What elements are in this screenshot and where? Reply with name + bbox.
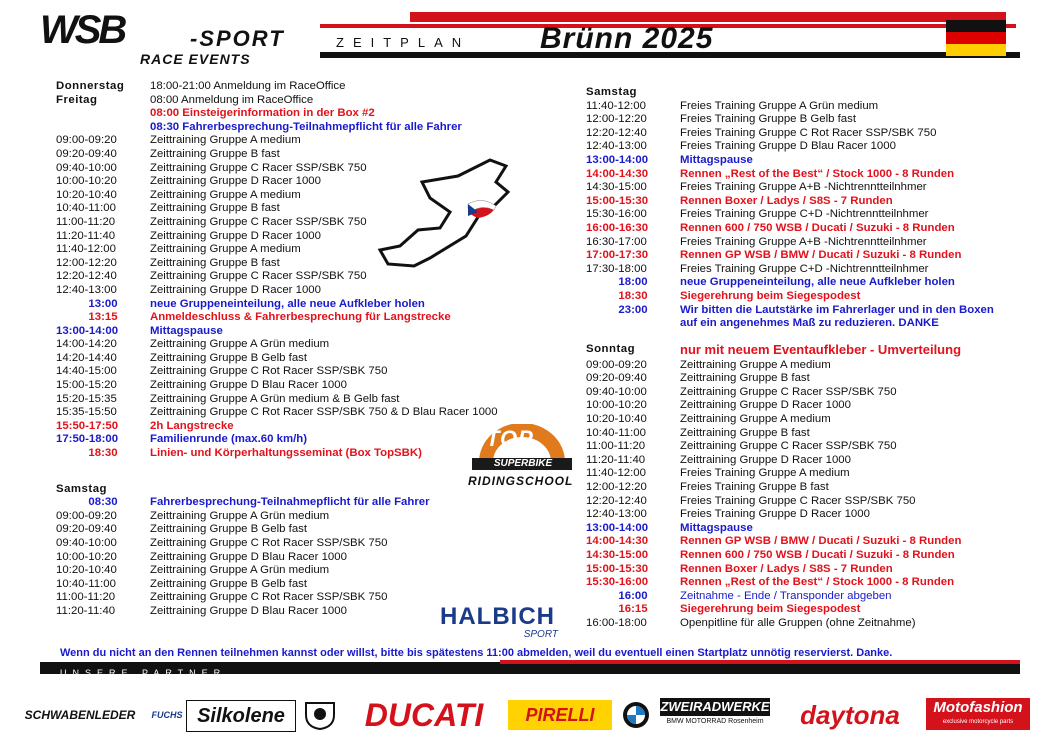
row-description: auf ein angenehmes Maß zu reduzieren. DANKE [680, 317, 939, 330]
partner-daytona [782, 700, 918, 730]
schedule-row [586, 181, 1026, 195]
row-description: Freies Training Gruppe C+D -Nichtrenntteilnhmer [680, 262, 929, 275]
freitag-list [56, 94, 596, 461]
row-time: 17:50-18:00 [56, 433, 119, 446]
row-time: 16:00 [618, 589, 648, 602]
row-time [586, 317, 680, 331]
partner-name: FUCHS [151, 710, 183, 720]
row-time: 12:20-12:40 [56, 270, 117, 283]
row-description: Zeittraining Gruppe B Gelb fast [150, 351, 308, 364]
row-description: Zeitnahme - Ende / Transponder abgeben [680, 589, 892, 602]
row-description: Zeittraining Gruppe C Racer SSP/SBK 750 [150, 215, 367, 228]
row-time: 14:20-14:40 [56, 351, 117, 364]
day-sonntag: Sonntag [586, 342, 636, 355]
row-description: Rennen 600 / 750 WSB / Ducati / Suzuki - 8 Runden [680, 549, 955, 561]
footnote: Wenn du nicht an den Rennen teilnehmen kannst oder willst, bitte bis spätestens 11:00 abmelden, weil du eventuell einen Startplatz unnötig reservierst. Danke. [60, 647, 893, 659]
bmw-roundel-icon [618, 700, 654, 730]
schedule-row [586, 508, 1026, 522]
row-time: 15:30-16:00 [586, 576, 649, 589]
row-description: Rennen Boxer / Ladys / S8S - 7 Runden [680, 194, 893, 207]
schedule-row [586, 399, 1026, 413]
sonntag-note: nur mit neuem Eventaufkleber - Umverteilung [680, 341, 962, 357]
row-description: Zeittraining Gruppe D Racer 1000 [150, 175, 321, 188]
schedule-row [56, 338, 596, 352]
row-time: 10:00-10:20 [586, 399, 647, 412]
schedule-row [56, 510, 596, 524]
row-time: 09:40-10:00 [56, 161, 117, 174]
partner-silkolene [186, 700, 296, 732]
schedule-row [586, 522, 1026, 536]
row-time: 14:00-14:30 [586, 167, 649, 180]
row-time: 15:35-15:50 [56, 406, 117, 419]
row-description: Rennen Boxer / Ladys / S8S - 7 Runden [680, 562, 893, 575]
row-description: Zeittraining Gruppe D Blau Racer 1000 [150, 604, 347, 617]
row-time: 13:00-14:00 [586, 153, 649, 166]
day-donnerstag: Donnerstag [56, 80, 125, 92]
row-time: 12:20-12:40 [586, 126, 647, 139]
schedule-row [56, 578, 596, 592]
row-description: Zeittraining Gruppe C Racer SSP/SBK 750 [680, 385, 897, 398]
row-time: 16:30-17:00 [586, 235, 647, 248]
row-description: 08:30 Fahrerbesprechung-Teilnahmepflicht für alle Fahrer [150, 120, 462, 133]
row-time: 12:00-12:20 [586, 481, 647, 494]
row-description: Zeittraining Gruppe A Grün medium [150, 338, 330, 351]
row-description: Mittagspause [680, 153, 753, 166]
row-time: 12:00-12:20 [586, 113, 647, 126]
row-time: 11:40-12:00 [586, 467, 646, 480]
row-time: 11:00-11:20 [586, 440, 646, 453]
schedule-row [56, 107, 596, 121]
row-time: 13:00-14:00 [586, 521, 649, 534]
schedule-row [586, 440, 1026, 454]
schedule-row [586, 304, 1026, 318]
row-time: 15:00-15:20 [56, 379, 117, 392]
row-time: 11:40-12:00 [56, 243, 116, 256]
row-time: 09:00-09:20 [56, 134, 117, 147]
sonntag-list [586, 359, 1026, 631]
halbich-sub: SPORT [523, 629, 558, 640]
schedule-row [586, 359, 1026, 373]
schedule-row [586, 276, 1026, 290]
row-time [56, 107, 150, 121]
row-description: Zeittraining Gruppe C Racer SSP/SBK 750 [150, 161, 367, 174]
schedule-row [586, 590, 1026, 604]
row-description: Rennen „Rest of the Best“ / Stock 1000 - 8 Runden [680, 167, 955, 180]
row-description: Zeittraining Gruppe B fast [150, 202, 280, 215]
row-time: 15:20-15:35 [56, 392, 117, 405]
schedule-row [56, 393, 596, 407]
schedule-row [586, 168, 1026, 182]
schedule-row [586, 140, 1026, 154]
row-time: 10:20-10:40 [586, 413, 647, 426]
schedule-row [586, 495, 1026, 509]
row-time: 09:20-09:40 [586, 372, 647, 385]
row-time: 14:00-14:30 [586, 535, 649, 548]
wsb-logo [40, 8, 330, 70]
halbich-name: HALBICH [440, 603, 555, 630]
schedule-row [586, 467, 1026, 481]
schedule-row [586, 236, 1026, 250]
partner-zweiradwerke [660, 698, 770, 732]
donnerstag-entry: 18:00-21:00 Anmeldung im RaceOffice [150, 80, 346, 92]
row-description: Fahrerbesprechung-Teilnahmepflicht für alle Fahrer [150, 496, 430, 509]
row-time: 12:00-12:20 [56, 256, 117, 269]
row-description: Siegerehrung beim Siegespodest [680, 289, 861, 302]
row-description: Zeittraining Gruppe B fast [150, 256, 280, 269]
schedule-row [586, 222, 1026, 236]
row-description: 08:00 Anmeldung im RaceOffice [150, 93, 314, 106]
partner-name: SCHWABENLEDER [24, 708, 136, 722]
schedule-row [56, 134, 596, 148]
schedule-row [56, 311, 596, 325]
partner-pirelli [508, 700, 612, 730]
row-time: 18:30 [88, 447, 118, 460]
schedule-row [56, 523, 596, 537]
row-description: Linien- und Körperhaltungsseminat (Box TopSBK) [150, 447, 422, 460]
schedule-row [586, 249, 1026, 263]
tsb-ridingschool: RIDINGSCHOOL [468, 474, 574, 488]
schedule-row [56, 379, 596, 393]
schedule-row [586, 195, 1026, 209]
row-time: 11:20-11:40 [56, 229, 116, 242]
row-time [56, 121, 150, 135]
schedule-row [56, 564, 596, 578]
row-description: Zeittraining Gruppe A medium [680, 413, 831, 426]
row-description: Zeittraining Gruppe C Rot Racer SSP/SBK 750 [150, 591, 388, 604]
schedule-row [586, 563, 1026, 577]
row-time: 11:40-12:00 [586, 99, 646, 112]
row-time: 12:40-13:00 [56, 283, 117, 296]
partner-name: daytona [800, 699, 900, 730]
row-description: Zeittraining Gruppe B fast [680, 426, 810, 439]
row-time: 10:20-10:40 [56, 564, 117, 577]
row-description: Rennen GP WSB / BMW / Ducati / Suzuki - 8 Runden [680, 535, 962, 548]
row-time: 12:40-13:00 [586, 508, 647, 521]
row-time: 23:00 [618, 303, 648, 316]
row-time: 09:40-10:00 [56, 537, 117, 549]
schedule-row [56, 551, 596, 565]
row-time: 14:30-15:00 [586, 549, 649, 561]
row-description: Zeittraining Gruppe B Gelb fast [150, 523, 308, 536]
tsb-superbike: SUPERBIKE [493, 458, 553, 469]
row-time: 15:50-17:50 [56, 419, 119, 432]
row-description: Freies Training Gruppe C Rot Racer SSP/SBK 750 [680, 126, 937, 139]
row-time: 16:00-18:00 [586, 616, 647, 629]
row-description: Freies Training Gruppe C Racer SSP/SBK 750 [680, 494, 916, 507]
row-time: 10:00-10:20 [56, 550, 117, 563]
schedule-row [586, 454, 1026, 468]
partner-name: DUCATI [364, 696, 484, 733]
row-description: Zeittraining Gruppe B fast [150, 147, 280, 160]
schedule-row [586, 535, 1026, 549]
row-description: Rennen GP WSB / BMW / Ducati / Suzuki - 8 Runden [680, 249, 962, 262]
partner-name: Motofashion [933, 699, 1023, 716]
schedule-row [586, 100, 1026, 114]
row-description: Freies Training Gruppe A medium [680, 467, 850, 480]
schedule-row [586, 208, 1026, 222]
schedule-row [56, 537, 596, 551]
row-description: Zeittraining Gruppe A medium [680, 358, 831, 371]
row-description: 08:00 Einsteigerinformation in der Box #2 [150, 107, 375, 120]
row-time: 08:30 [88, 496, 118, 509]
row-description: Zeittraining Gruppe C Rot Racer SSP/SBK 750 & D Blau Racer 1000 [150, 406, 498, 419]
row-time: 13:00 [88, 297, 118, 310]
row-description: Freies Training Gruppe A+B -Nichtrenntteilnhmer [680, 235, 927, 248]
schedule-row [586, 549, 1026, 563]
row-description: Rennen „Rest of the Best“ / Stock 1000 - 8 Runden [680, 576, 955, 589]
partners-label: UNSERE PARTNER [60, 668, 227, 678]
row-description: Familienrunde (max.60 km/h) [150, 433, 307, 446]
row-time: 17:30-18:00 [586, 262, 647, 275]
row-time: 12:20-12:40 [586, 494, 647, 507]
row-time: 10:00-10:20 [56, 175, 117, 188]
german-flag-icon [946, 20, 1006, 56]
row-time: 09:20-09:40 [56, 523, 117, 536]
logo-sport: -SPORT [190, 26, 285, 51]
row-description: Rennen 600 / 750 WSB / Ducati / Suzuki - 8 Runden [680, 221, 955, 234]
partner-name: Silkolene [197, 704, 285, 727]
row-description: Zeittraining Gruppe A Grün medium [150, 564, 330, 577]
row-description: neue Gruppeneinteilung, alle neue Aufkleber holen [680, 276, 955, 289]
row-description: Freies Training Gruppe A Grün medium [680, 99, 879, 112]
row-time: 13:15 [88, 311, 118, 324]
partner-sub: BMW MOTORRAD Rosenheim [666, 718, 764, 725]
schedule-row [56, 325, 596, 339]
row-time: 15:30-16:00 [586, 208, 647, 221]
row-description: Wir bitten die Lautstärke im Fahrerlager und in den Boxen [680, 303, 994, 316]
schedule-row [56, 121, 596, 135]
row-description: Anmeldeschluss & Fahrerbesprechung für Langstrecke [150, 311, 451, 324]
schedule-row [56, 406, 596, 420]
row-time: 11:20-11:40 [56, 604, 116, 617]
samstag-list-left [56, 496, 596, 618]
row-description: Zeittraining Gruppe B fast [680, 372, 810, 385]
schedule-row [586, 386, 1026, 400]
halbich-sport-logo [440, 604, 570, 642]
row-time: 12:40-13:00 [586, 140, 647, 153]
row-time: 14:40-15:00 [56, 365, 117, 378]
row-time: 09:00-09:20 [56, 509, 117, 522]
schedule-row [56, 496, 596, 510]
header-red-stripe [410, 12, 1006, 22]
partner-emblem-icon [298, 700, 342, 730]
schedule-row [56, 298, 596, 312]
partner-sub: exclusive motorcycle parts [942, 719, 1014, 725]
row-description: Freies Training Gruppe A+B -Nichtrenntteilnhmer [680, 181, 927, 194]
schedule-row [586, 127, 1026, 141]
row-description: Zeittraining Gruppe C Rot Racer SSP/SBK 750 [150, 365, 388, 378]
row-description: Mittagspause [150, 324, 223, 337]
row-time: 15:00-15:30 [586, 562, 649, 575]
partner-ducati [346, 696, 502, 733]
row-description: Zeittraining Gruppe D Racer 1000 [150, 229, 321, 242]
schedule-row [586, 154, 1026, 168]
schedule-row [586, 427, 1026, 441]
row-description: Zeittraining Gruppe C Racer SSP/SBK 750 [680, 440, 897, 453]
row-time: 10:40-11:00 [56, 202, 116, 215]
schedule-row [586, 481, 1026, 495]
row-time: 09:20-09:40 [56, 147, 117, 160]
row-description: Zeittraining Gruppe C Racer SSP/SBK 750 [150, 270, 367, 283]
schedule-row [586, 617, 1026, 631]
samstag-list-right [586, 100, 1026, 331]
logo-race-events: RACE EVENTS [140, 51, 251, 67]
row-description: Zeittraining Gruppe A Grün medium & B Gelb fast [150, 392, 400, 405]
row-time: 09:00-09:20 [586, 358, 647, 371]
partner-schwabenleder [10, 700, 150, 730]
schedule-row [586, 113, 1026, 127]
row-description: Zeittraining Gruppe D Racer 1000 [150, 283, 321, 296]
row-time: 17:00-17:30 [586, 249, 649, 262]
row-time: 10:20-10:40 [56, 188, 117, 201]
row-time: 10:40-11:00 [586, 426, 646, 439]
day-samstag-left: Samstag [56, 482, 107, 495]
schedule-row [586, 603, 1026, 617]
schedule-row [56, 284, 596, 298]
row-time: 11:00-11:20 [56, 591, 116, 604]
row-time: 14:00-14:20 [56, 338, 117, 351]
row-description: Freies Training Gruppe D Blau Racer 1000 [680, 140, 896, 153]
row-time: 09:40-10:00 [586, 385, 647, 398]
day-freitag: Freitag [56, 93, 98, 106]
header-subtitle: ZEITPLAN [336, 35, 471, 50]
row-description: Freies Training Gruppe B Gelb fast [680, 113, 857, 126]
row-description: Zeittraining Gruppe C Rot Racer SSP/SBK 750 [150, 537, 388, 549]
row-time: 16:00-16:30 [586, 221, 649, 234]
row-description: Zeittraining Gruppe D Racer 1000 [680, 453, 851, 466]
row-time: 18:00 [618, 276, 648, 289]
schedule-row [586, 372, 1026, 386]
row-time: 18:30 [618, 289, 648, 302]
partner-name: PIRELLI [525, 704, 595, 725]
row-time: 14:30-15:00 [586, 181, 647, 194]
row-description: Openpitline für alle Gruppen (ohne Zeitnahme) [680, 616, 916, 629]
row-description: Zeittraining Gruppe D Blau Racer 1000 [150, 379, 347, 392]
partners-red-line [500, 660, 1020, 664]
row-description: Zeittraining Gruppe D Racer 1000 [680, 399, 851, 412]
row-description: Freies Training Gruppe D Racer 1000 [680, 508, 870, 521]
row-description: Zeittraining Gruppe A Grün medium [150, 509, 330, 522]
day-samstag-right: Samstag [586, 86, 637, 98]
row-description: Zeittraining Gruppe D Blau Racer 1000 [150, 550, 347, 563]
row-description: Zeittraining Gruppe B Gelb fast [150, 577, 308, 590]
schedule-row [586, 317, 1026, 331]
row-description: Zeittraining Gruppe A medium [150, 134, 301, 147]
schedule-row [56, 94, 596, 108]
row-description: neue Gruppeneinteilung, alle neue Aufkleber holen [150, 297, 425, 310]
row-time: 11:00-11:20 [56, 215, 116, 228]
row-time: 13:00-14:00 [56, 324, 119, 337]
row-description: Zeittraining Gruppe A medium [150, 188, 301, 201]
logo-main: WSB [40, 8, 125, 52]
partner-name: ZWEIRADWERKE [660, 699, 770, 714]
schedule-row [56, 270, 596, 284]
right-schedule [586, 86, 1026, 631]
track-map-icon [370, 152, 540, 272]
schedule-row [586, 263, 1026, 277]
tsb-top: TOP [486, 426, 534, 451]
partner-motofashion [926, 698, 1030, 730]
schedule-row [586, 290, 1026, 304]
row-description: 2h Langstrecke [150, 419, 234, 432]
partner-fuchs [148, 700, 186, 730]
row-description: Mittagspause [680, 521, 753, 534]
schedule-row [586, 576, 1026, 590]
row-description: Zeittraining Gruppe A medium [150, 243, 301, 256]
schedule-row [586, 413, 1026, 427]
row-time: 10:40-11:00 [56, 577, 116, 590]
row-time: 15:00-15:30 [586, 194, 649, 207]
row-description: Freies Training Gruppe C+D -Nichtrenntteilnhmer [680, 208, 929, 221]
row-description: Siegerehrung beim Siegespodest [680, 603, 861, 616]
schedule-row [56, 352, 596, 366]
schedule-row [56, 365, 596, 379]
top-superbike-logo [466, 424, 578, 492]
row-time: 11:20-11:40 [586, 453, 646, 466]
row-description: Freies Training Gruppe B fast [680, 481, 829, 494]
page-title: Brünn 2025 [540, 22, 714, 55]
row-time: 16:15 [618, 603, 648, 616]
